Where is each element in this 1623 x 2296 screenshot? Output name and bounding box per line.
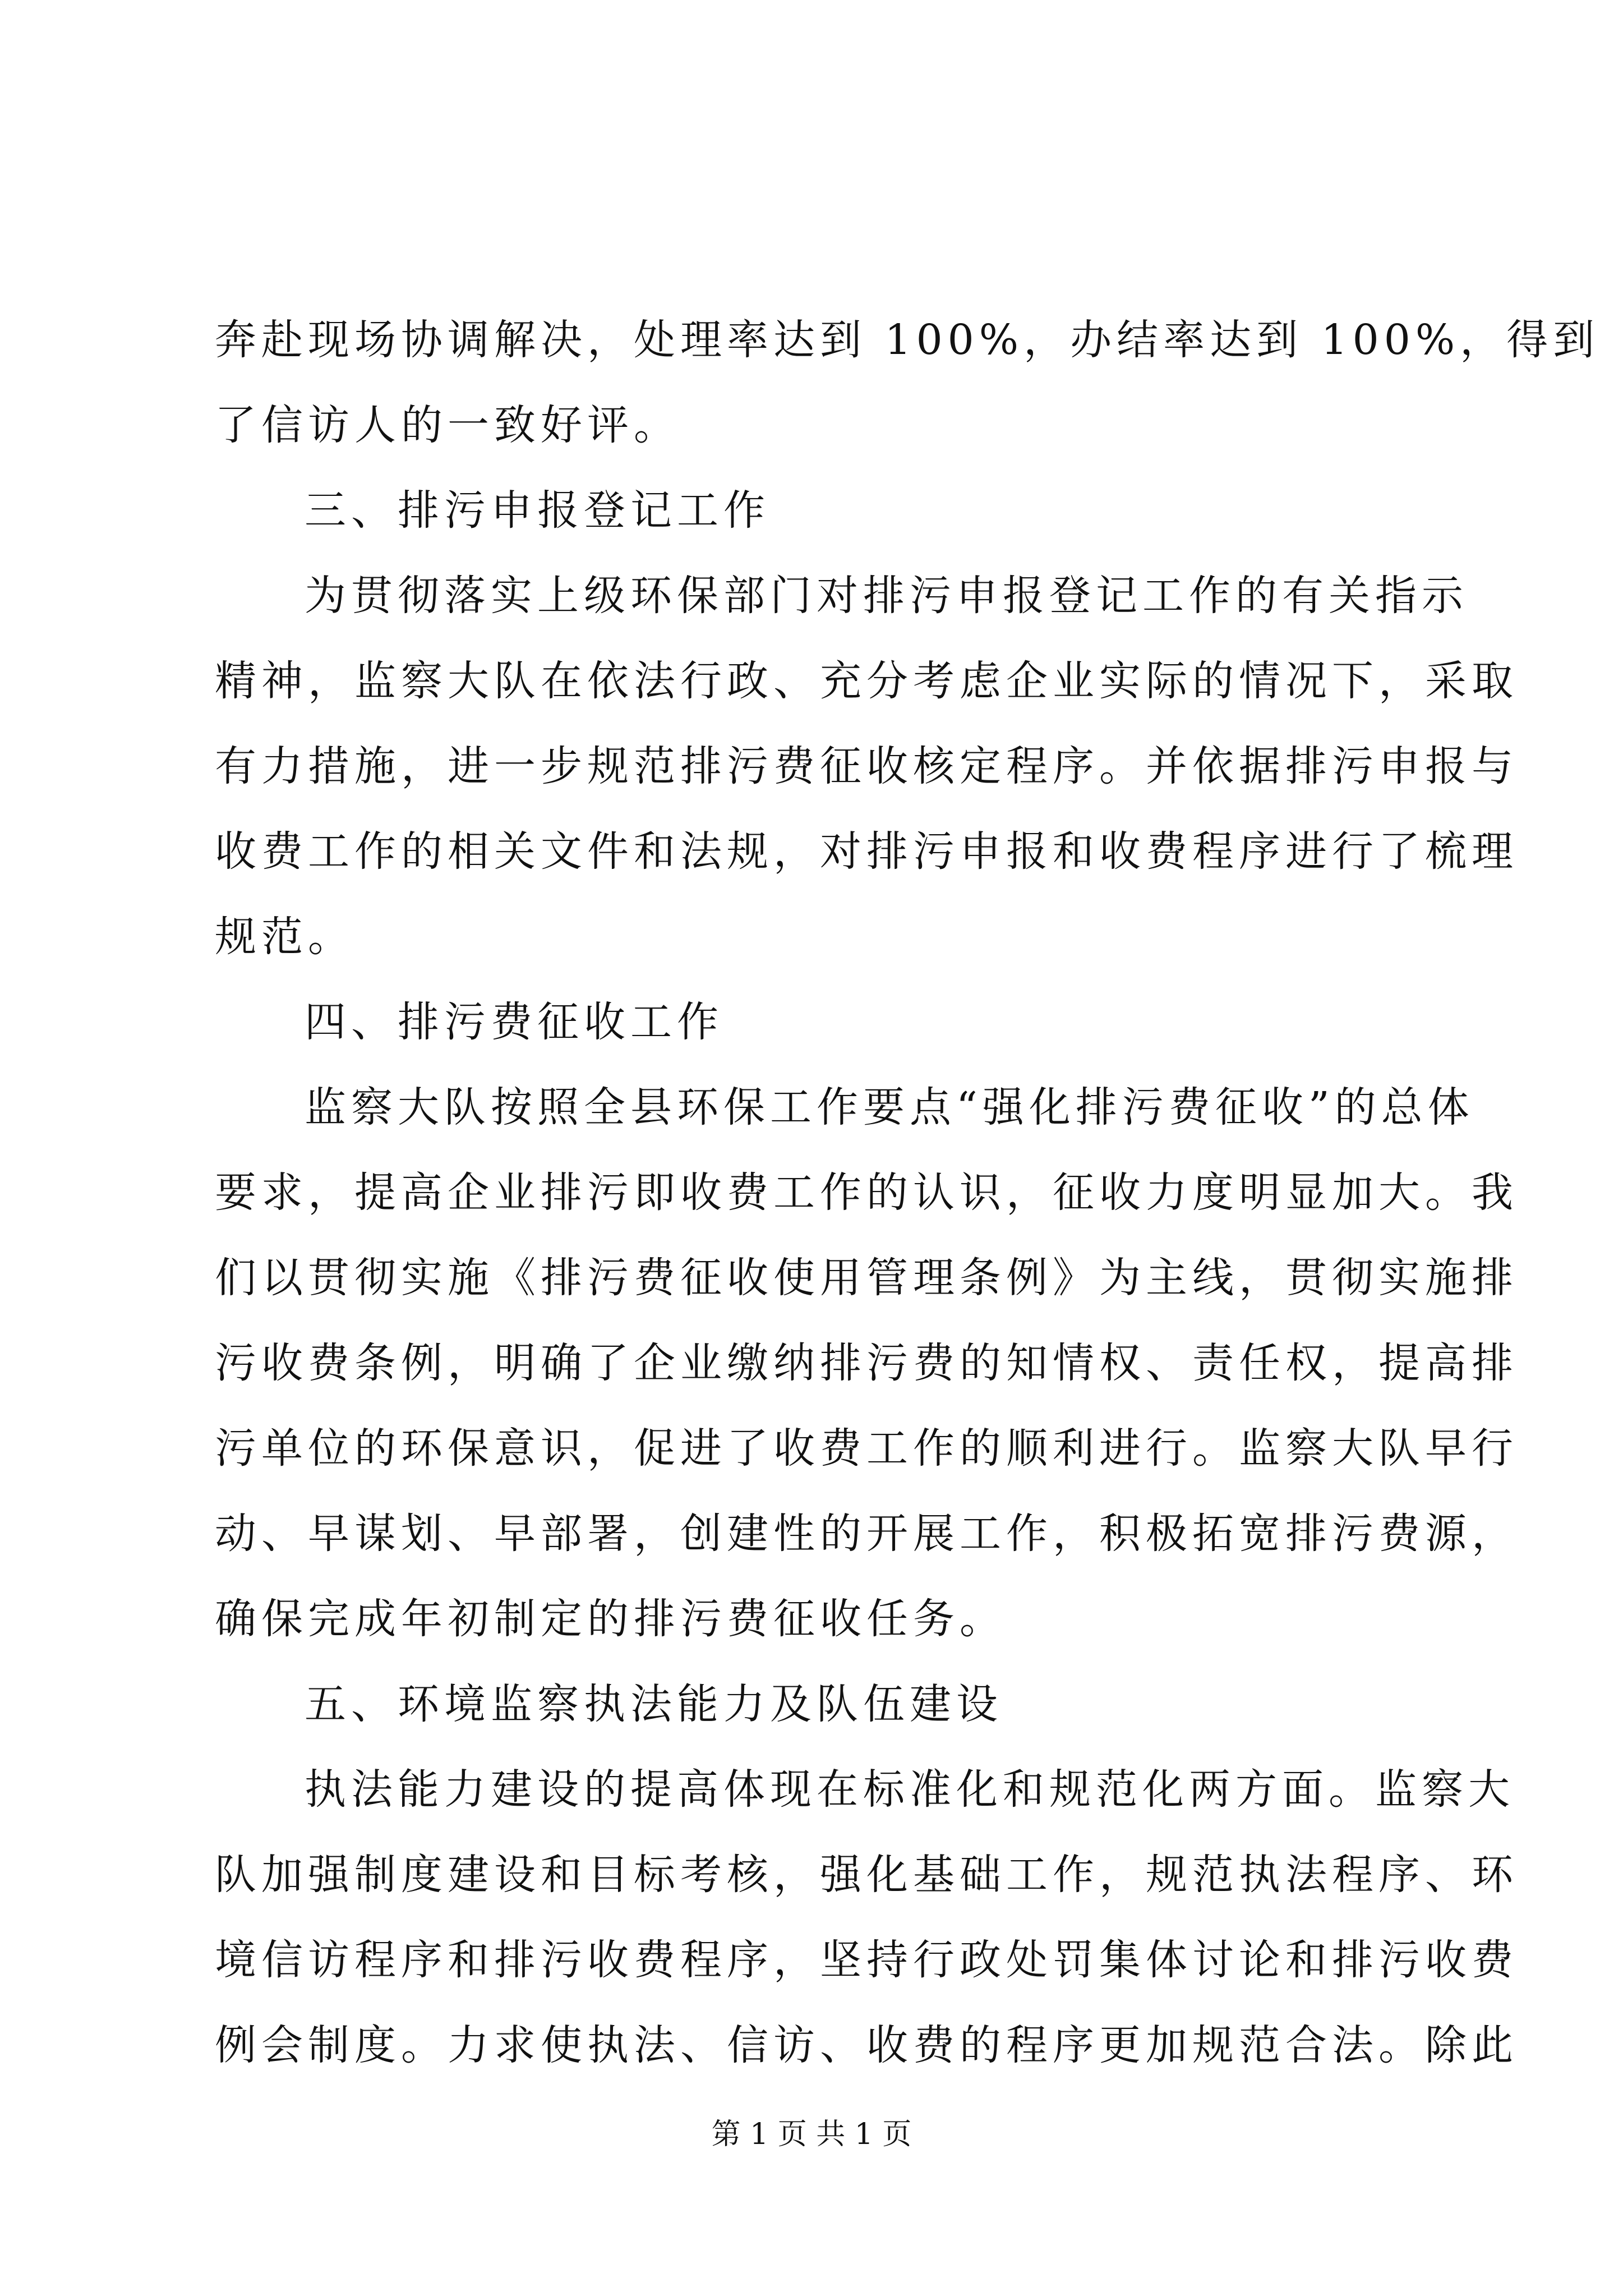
- text-line: 规范。: [215, 913, 354, 961]
- section-heading-4: 四、排污费征收工作: [305, 998, 723, 1046]
- text-line: 污单位的环保意识，促进了收费工作的顺利进行。监察大队早行: [215, 1424, 1518, 1473]
- text-line: 例会制度。力求使执法、信访、收费的程序更加规范合法。除此: [215, 2021, 1518, 2069]
- text-line: 收费工作的相关文件和法规，对排污申报和收费程序进行了梳理: [215, 827, 1518, 876]
- text-line: 要求，提高企业排污即收费工作的认识，征收力度明显加大。我: [215, 1168, 1518, 1217]
- document-body: [215, 297, 1600, 2088]
- text-line: 队加强制度建设和目标考核，强化基础工作，规范执法程序、环: [215, 1851, 1518, 1899]
- text-line: 们以贯彻实施《排污费征收使用管理条例》为主线，贯彻实施排: [215, 1254, 1518, 1302]
- paragraph-start: 执法能力建设的提高体现在标准化和规范化两方面。监察大: [305, 1765, 1515, 1814]
- paragraph-start: 监察大队按照全县环保工作要点“强化排污费征收”的总体: [305, 1083, 1474, 1131]
- text-line: 境信访程序和排污收费程序，坚持行政处罚集体讨论和排污收费: [215, 1936, 1518, 1984]
- text-line: 精神，监察大队在依法行政、充分考虑企业实际的情况下，采取: [215, 657, 1518, 705]
- section-heading-3: 三、排污申报登记工作: [305, 486, 770, 535]
- section-heading-5: 五、环境监察执法能力及队伍建设: [305, 1680, 1003, 1728]
- text-line: 确保完成年初制定的排污费征收任务。: [215, 1595, 1006, 1643]
- paragraph-start: 为贯彻落实上级环保部门对排污申报登记工作的有关指示: [305, 572, 1468, 620]
- page-footer: 第 1 页 共 1 页: [711, 2118, 912, 2151]
- text-line: 了信访人的一致好评。: [215, 401, 680, 449]
- text-line: 奔赴现场协调解决，处理率达到 100%，办结率达到 100%，得到: [215, 316, 1600, 364]
- text-line: 污收费条例，明确了企业缴纳排污费的知情权、责任权，提高排: [215, 1339, 1518, 1387]
- text-line: 动、早谋划、早部署，创建性的开展工作，积极拓宽排污费源，: [215, 1510, 1518, 1558]
- text-line: 有力措施，进一步规范排污费征收核定程序。并依据排污申报与: [215, 742, 1518, 790]
